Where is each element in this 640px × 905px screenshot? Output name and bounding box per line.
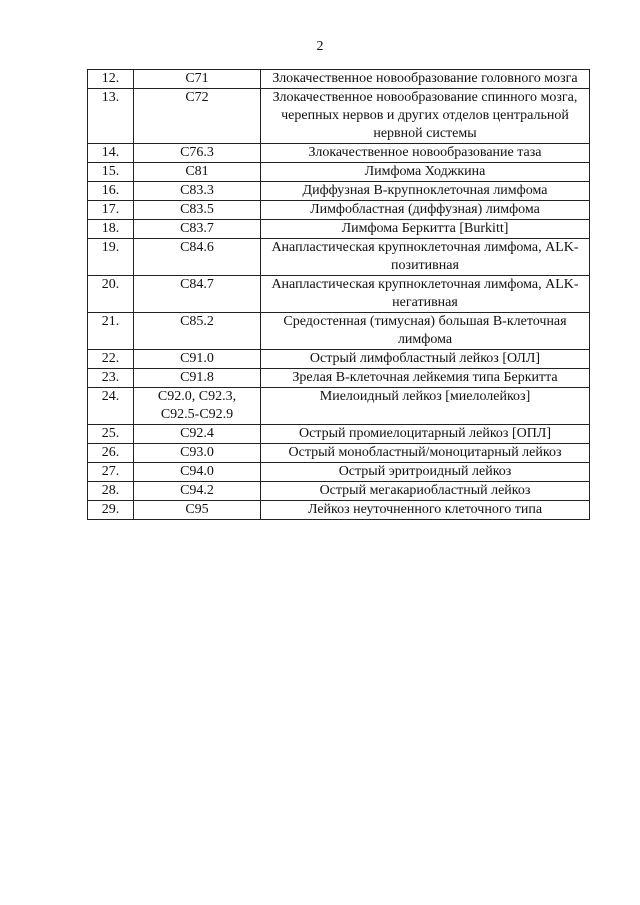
diagnosis-name: Средостенная (тимусная) большая B-клеточная лимфома (261, 313, 590, 350)
table-row (88, 350, 590, 369)
row-number: 28. (88, 482, 134, 501)
icd-code: C84.7 (134, 276, 261, 313)
icd-code: C94.0 (134, 463, 261, 482)
table-row (88, 369, 590, 388)
table-row (88, 144, 590, 163)
icd-code: C91.0 (134, 350, 261, 369)
diagnosis-name: Острый монобластный/моноцитарный лейкоз (261, 444, 590, 463)
diagnosis-name: Злокачественное новообразование спинного мозга, черепных нервов и других отделов центральной нервной системы (261, 89, 590, 144)
icd-code: C85.2 (134, 313, 261, 350)
row-number: 19. (88, 239, 134, 276)
row-number: 27. (88, 463, 134, 482)
diagnosis-name: Острый лимфобластный лейкоз [ОЛЛ] (261, 350, 590, 369)
icd-code: C95 (134, 501, 261, 520)
diagnosis-name: Острый мегакариобластный лейкоз (261, 482, 590, 501)
icd-code: C93.0 (134, 444, 261, 463)
row-number: 18. (88, 220, 134, 239)
diagnosis-name: Лейкоз неуточненного клеточного типа (261, 501, 590, 520)
table-row (88, 163, 590, 182)
diagnosis-name: Злокачественное новообразование головного мозга (261, 70, 590, 89)
table-row (88, 463, 590, 482)
table-row (88, 482, 590, 501)
icd-code: C94.2 (134, 482, 261, 501)
row-number: 17. (88, 201, 134, 220)
table-row (88, 501, 590, 520)
row-number: 29. (88, 501, 134, 520)
row-number: 26. (88, 444, 134, 463)
icd-code: C71 (134, 70, 261, 89)
icd-code: C81 (134, 163, 261, 182)
table-row (88, 444, 590, 463)
diagnosis-code-table (87, 69, 590, 520)
diagnosis-name: Злокачественное новообразование таза (261, 144, 590, 163)
table-row (88, 220, 590, 239)
table-row (88, 201, 590, 220)
table-row (88, 425, 590, 444)
diagnosis-name: Острый эритроидный лейкоз (261, 463, 590, 482)
diagnosis-name: Лимфома Беркитта [Burkitt] (261, 220, 590, 239)
table-row (88, 182, 590, 201)
diagnosis-name: Анапластическая крупноклеточная лимфома, ALK-позитивная (261, 239, 590, 276)
table-row (88, 276, 590, 313)
icd-code: C76.3 (134, 144, 261, 163)
row-number: 12. (88, 70, 134, 89)
table-row (88, 239, 590, 276)
row-number: 25. (88, 425, 134, 444)
icd-code: C84.6 (134, 239, 261, 276)
table-row (88, 89, 590, 144)
diagnosis-name: Зрелая B-клеточная лейкемия типа Беркитта (261, 369, 590, 388)
icd-code: C92.0, C92.3, C92.5-C92.9 (134, 388, 261, 425)
row-number: 14. (88, 144, 134, 163)
diagnosis-name: Анапластическая крупноклеточная лимфома, ALK-негативная (261, 276, 590, 313)
diagnosis-name: Острый промиелоцитарный лейкоз [ОПЛ] (261, 425, 590, 444)
icd-code: C91.8 (134, 369, 261, 388)
icd-code: C72 (134, 89, 261, 144)
diagnosis-name: Лимфобластная (диффузная) лимфома (261, 201, 590, 220)
row-number: 20. (88, 276, 134, 313)
row-number: 15. (88, 163, 134, 182)
table-row (88, 313, 590, 350)
icd-code: C83.3 (134, 182, 261, 201)
row-number: 24. (88, 388, 134, 425)
diagnosis-name: Диффузная B-крупноклеточная лимфома (261, 182, 590, 201)
table-row (88, 388, 590, 425)
row-number: 16. (88, 182, 134, 201)
row-number: 13. (88, 89, 134, 144)
page-number: 2 (316, 39, 324, 54)
icd-code: C92.4 (134, 425, 261, 444)
row-number: 21. (88, 313, 134, 350)
diagnosis-name: Миелоидный лейкоз [миелолейкоз] (261, 388, 590, 425)
row-number: 22. (88, 350, 134, 369)
diagnosis-name: Лимфома Ходжкина (261, 163, 590, 182)
row-number: 23. (88, 369, 134, 388)
icd-code: C83.5 (134, 201, 261, 220)
icd-code: C83.7 (134, 220, 261, 239)
table-row (88, 70, 590, 89)
